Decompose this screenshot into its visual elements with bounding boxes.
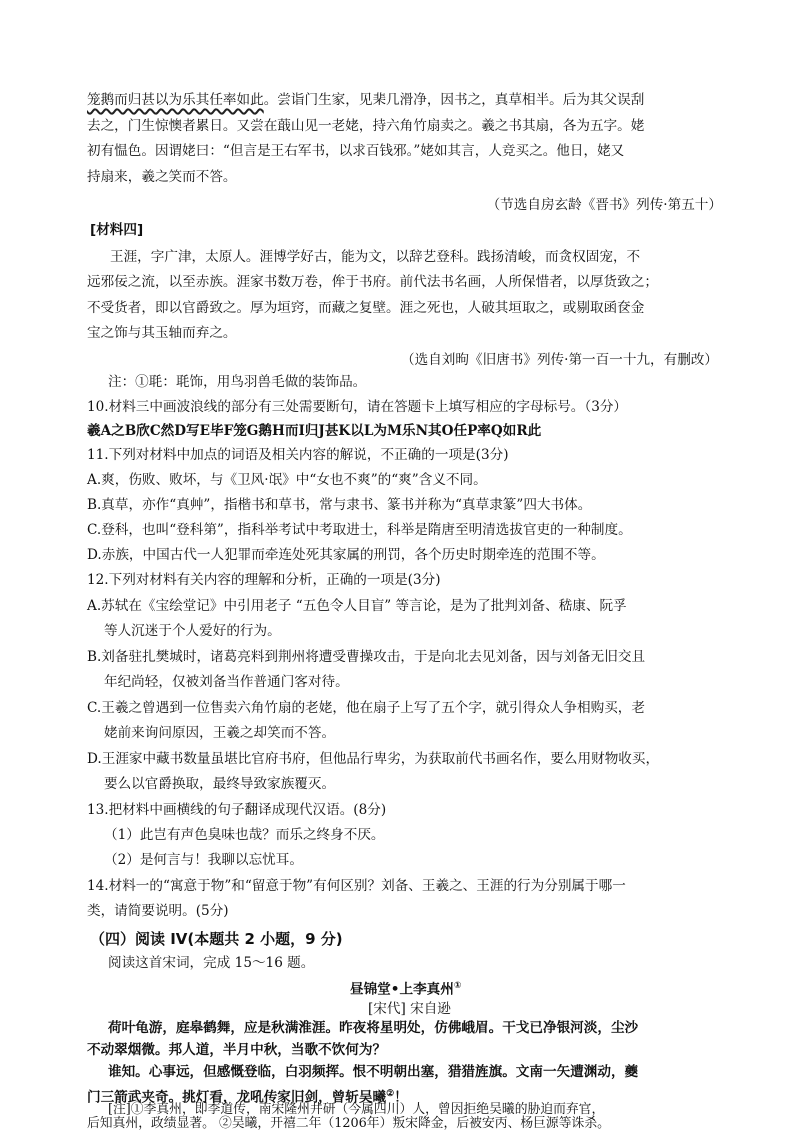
question-12-option-d-line-2: 要么以官爵换取，最终导致家族覆灭。 bbox=[104, 776, 336, 792]
material3-line-4: 持扇来，羲之笑而不答。 bbox=[87, 169, 237, 185]
question-11-option-a: A.爽，伤败、败坏，与《卫风·氓》中“女也不爽”的“爽”含义不同。 bbox=[87, 472, 487, 488]
poem-line-1: 荷叶龟游，庭皋鹤舞，应是秋满淮涯。昨夜将星明处，仿佛峨眉。干戈已净银河淡，尘沙 bbox=[108, 1020, 639, 1036]
material4-source: （选自刘昫《旧唐书》列传·第一百一十九，有删改） bbox=[401, 352, 718, 368]
poem-note-line-2: 后知真州，政绩显著。 ②吴曦，开禧二年（1206年）叛宋降金，后被安丙、杨巨源等诛杀。 bbox=[87, 1116, 610, 1131]
material3-line-1: 笼鹅而归甚以为乐其任率如此。尝诣门生家，见棐几滑净，因书之，真草相半。后为其父误刮 bbox=[87, 92, 645, 108]
question-12-option-b-line-1: B.刘备驻扎樊城时，诸葛亮料到荆州将遭受曹操攻击，于是向北去见刘备，因与刘备无旧交且 bbox=[87, 649, 646, 665]
material4-line-2: 远邪佞之流，以至赤族。涯家书数万卷，侔于书府。前代法书名画，人所保惜者，以厚货致之； bbox=[87, 274, 658, 290]
question-11-option-c: C.登科，也叫“登科第”，指科举考试中考取进士，科举是隋唐至明清选拔官吏的一种制度。 bbox=[87, 522, 632, 538]
question-12: 12.下列对材料有关内容的理解和分析，正确的一项是(3分) bbox=[87, 572, 441, 588]
question-13-sentence-1: （1）此岂有声色臭味也哉？而乐之终身不厌。 bbox=[104, 827, 385, 843]
question-11-option-b: B.真草，亦作“真艸”，指楷书和草书，常与隶书、篆书并称为“真草隶篆”四大书体。 bbox=[87, 497, 592, 513]
question-12-option-d-line-1: D.王涯家中藏书数量虽堪比官府书府，但他品行卑劣，为获取前代书画名作，要么用财物收买， bbox=[87, 751, 660, 767]
poem-author: [宋代] 宋自逊 bbox=[368, 1001, 451, 1017]
question-11-option-d: D.赤族，中国古代一人犯罪而牵连处死其家属的刑罚，各个历史时期牵连的范围不等。 bbox=[87, 547, 605, 563]
question-12-option-c-line-1: C.王羲之曾遇到一位售卖六角竹扇的老姥，他在扇子上写了五个字，就引得众人争相购买，老 bbox=[87, 700, 645, 716]
question-14-line-2: 类，请简要说明。(5分) bbox=[87, 903, 229, 919]
question-10-letters: 羲A之B欣C然D写E毕F笼G鹅H而I归J甚K以L为M乐N其O任P率Q如R此 bbox=[87, 423, 542, 439]
question-12-option-c-line-2: 姥前来询问原因，王羲之却笑而不答。 bbox=[104, 725, 336, 741]
poem-title: 昼锦堂•上李真州① bbox=[350, 981, 462, 998]
question-12-option-a-line-1: A.苏轼在《宝绘堂记》中引用老子 “五色令人目盲” 等言论，是为了批判刘备、嵇康、阮孚 bbox=[87, 598, 627, 614]
material4-line-4: 宝之饰与其玉轴而弃之。 bbox=[87, 325, 237, 341]
wavy-underlined-passage: 笼鹅而归甚以为乐其任率如此 bbox=[87, 92, 264, 108]
question-12-option-b-line-2: 年纪尚轻，仅被刘备当作普通门客对待。 bbox=[104, 674, 349, 690]
material4-note: 注：①毦：毦饰，用鸟羽兽毛做的装饰品。 bbox=[108, 374, 367, 390]
section-4-intro: 阅读这首宋词，完成 15～16 题。 bbox=[108, 955, 315, 971]
poem-line-4: 门三箭武夹奇。挑灯看，龙吼传家旧剑，曾斩吴曦②！ bbox=[87, 1089, 408, 1106]
poem-line-3: 谁知。心事远，但感慨登临，白羽频挥。恨不明朝出塞，猎猎旌旗。文南一矢遭渊动，夔 bbox=[108, 1064, 639, 1080]
material4-heading: [材料四] bbox=[90, 222, 144, 238]
question-13: 13.把材料中画横线的句子翻译成现代汉语。(8分) bbox=[87, 802, 387, 818]
material4-line-3: 不受货者，即以官爵致之。厚为垣窍，而藏之复壁。涯之死也，人破其垣取之，或剔取函奁金 bbox=[87, 300, 645, 316]
question-10: 10.材料三中画波浪线的部分有三处需要断句，请在答题卡上填写相应的字母标号。（3分） bbox=[87, 399, 628, 415]
material3-line-3: 初有愠色。因谓姥曰：“但言是王右军书，以求百钱邪。”姥如其言，人竞买之。他日，姥又 bbox=[87, 143, 625, 159]
question-11: 11.下列对材料中加点的词语及相关内容的解说，不正确的一项是(3分) bbox=[87, 447, 509, 463]
poem-note-line-1: [注]①李真州，即李道传，南宋隆州井研（今属四川）人，曾因拒绝吴曦的胁迫而弃官， bbox=[108, 1102, 605, 1117]
material4-line-1: 王涯，字广津，太原人。涯博学好古，能为文，以辞艺登科。践扬清峻，而贪权固宠，不 bbox=[110, 249, 641, 265]
question-12-option-a-line-2: 等人沉迷于个人爱好的行为。 bbox=[104, 623, 281, 639]
material3-line-2: 去之，门生惊懊者累日。又尝在蕺山见一老姥，持六角竹扇卖之。羲之书其扇，各为五字。姥 bbox=[87, 118, 645, 134]
section-4-heading: （四）阅读 IV(本题共 2 小题，9 分) bbox=[90, 930, 343, 948]
poem-line-2: 不动翠烟微。邦人道，半月中秋，当歌不饮何为？ bbox=[87, 1042, 387, 1058]
material3-source: （节选自房玄龄《晋书》列传·第五十） bbox=[486, 197, 722, 213]
question-14-line-1: 14.材料一的“寓意于物”和“留意于物”有何区别？刘备、王羲之、王涯的行为分别属于哪一 bbox=[87, 878, 626, 894]
question-13-sentence-2: （2）是何言与！我聊以忘忧耳。 bbox=[104, 852, 303, 868]
